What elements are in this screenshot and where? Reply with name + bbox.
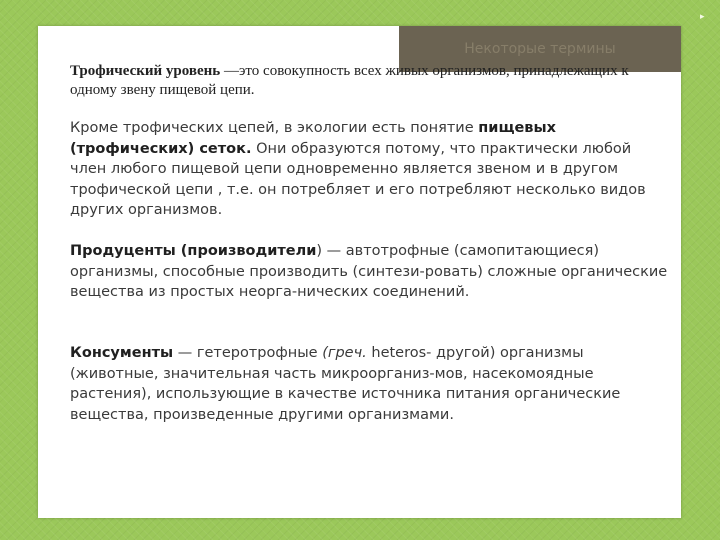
paragraph1-intro: Кроме трофических цепей, в экологии есть понятие (70, 120, 479, 136)
paragraph3-rest1: — гетеротрофные (173, 345, 323, 361)
definition-term: Трофический уровень (70, 63, 221, 79)
paragraph3-rest2: heteros- другой) организмы (животные, значительная часть микроорганиз-мов, насекомоядные растения), использующие в качестве источника питания органические вещества, произведенные другими организмами. (70, 345, 621, 423)
paragraph-consumers (70, 343, 670, 425)
definition-text: —это совокупность всех живых организмов, принадлежащих к одному звену пищевой цепи. (70, 63, 629, 98)
paragraph2-rest: ) — автотрофные (самопитающиеся) организмы, способные производить (синтези-ровать) сложные органические вещества из простых неорга-нических соединений. (70, 243, 668, 300)
paragraph-food-webs (70, 118, 670, 221)
paragraph2-bold-term: Продуценты (производители (70, 243, 317, 259)
slide-title: Некоторые термины (464, 41, 616, 57)
paragraph3-italic: (греч. (322, 345, 367, 361)
definition-paragraph (70, 62, 660, 100)
corner-chevron-icon: ▸ (700, 12, 705, 22)
paragraph1-rest: Они образуются потому, что практически любой член любого пищевой цепи одновременно является звеном и в другом трофической цепи , т.е. он потребляет и его потребляют несколько видов других организмов. (70, 140, 646, 218)
paragraph3-bold-term: Консументы (70, 345, 174, 361)
paragraph-producers (70, 241, 670, 303)
paragraph1-bold-term: пищевых (трофических) сеток. (70, 120, 556, 157)
